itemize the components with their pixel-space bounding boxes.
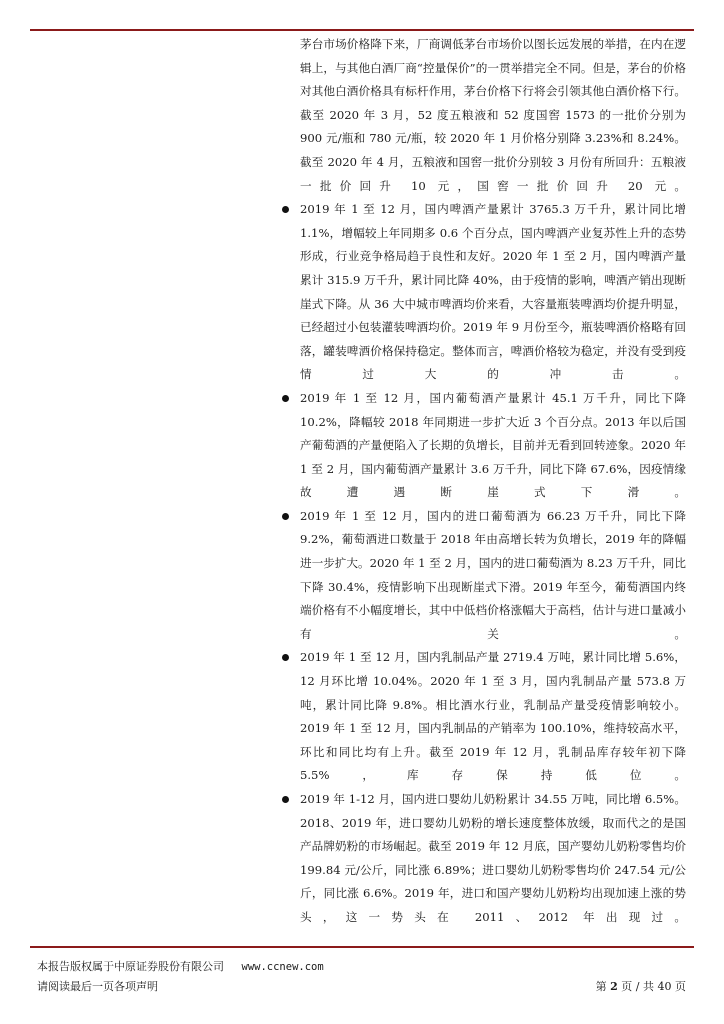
- bullet-item-beer: [300, 198, 686, 387]
- footer-disclaimer: 请阅读最后一页各项声明: [37, 980, 158, 993]
- bullet-item-wine-production: [300, 387, 686, 505]
- bullet-item-infant-formula: [300, 788, 686, 930]
- bullet-icon: [282, 796, 289, 803]
- page-total: 40: [657, 980, 672, 993]
- bullet-icon: [282, 654, 289, 661]
- footer: [37, 957, 324, 997]
- bullet-item-wine-import: [300, 505, 686, 647]
- bullet-icon: [282, 513, 289, 520]
- report-body: [300, 33, 686, 930]
- bullet-icon: [282, 206, 289, 213]
- intro-paragraph: 茅台市场价格降下来，厂商调低茅台市场价以图长远发展的举措，在内在逻辑上，与其他白酒厂商“控量保价”的一贯举措完全不同。但是，茅台的价格对其他白酒价格具有标杆作用，茅台价格下行将会引领其他白酒价格下行。截至 2020 年 3 月，52 度五粮液和 52 度国窖 1573 的一批价分别为 900 元/瓶和 780 元/瓶，较 2020 年 1 月价格分别降 3.23%和 8.24%。截至 2020 年 4 月，五粮液和国窖一批价分别较 3 月份有所回升：五粮液一批价回升 10 元，国窖一批价回升 20 元。: [300, 37, 686, 193]
- bullet-text: 2019 年 1-12 月，国内进口婴幼儿奶粉累计 34.55 万吨，同比增 6.5%。2018、2019 年，进口婴幼儿奶粉的增长速度整体放缓，取而代之的是国产品牌奶粉的市场崛起。截至 2019 年 12 月底，国产婴幼儿奶粉零售均价 199.84 元/公斤，同比涨 6.89%；进口婴幼儿奶粉零售均价 247.54 元/公斤，同比涨 6.6%。2019 年，进口和国产婴幼儿奶粉均出现加速上涨的势头，这一势头在 2011、2012 年出现过。: [300, 792, 686, 924]
- page-label-prefix: 第: [595, 980, 607, 993]
- bullet-text: 2019 年 1 至 12 月，国内的进口葡萄酒为 66.23 万千升，同比下降 9.2%，葡萄酒进口数量于 2018 年由高增长转为负增长，2019 年的降幅进一步扩大。2020 年 1 至 2 月，国内的进口葡萄酒为 8.23 万千升，同比下降 30.4%，疫情影响下出现断崖式下滑。2019 年至今，葡萄酒国内终端价格有不小幅度增长，其中中低档价格涨幅大于高档，估计与进口量减小有关。: [300, 508, 686, 641]
- footer-copyright: 本报告版权属于中原证券股份有限公司: [37, 960, 224, 973]
- page-label-suffix: 页: [675, 980, 686, 993]
- header-rule: [30, 29, 694, 31]
- bullet-text: 2019 年 1 至 12 月，国内啤酒产量累计 3765.3 万千升，累计同比增 1.1%，增幅较上年同期多 0.6 个百分点，国内啤酒产业复苏性上升的态势形成，行业竞争格局趋于良性和友好。2020 年 1 至 2 月，国内啤酒产量累计 315.9 万千升，累计同比降 40%，由于疫情的影响，啤酒产销出现断崖式下降。从 36 大中城市啤酒均价来看，大容量瓶装啤酒均价提升明显，已经超过小包装灌装啤酒均价。2019 年 9 月份至今，瓶装啤酒价格略有回落，罐装啤酒价格保持稳定。整体而言，啤酒价格较为稳定，并没有受到疫情过大的冲击。: [300, 202, 686, 382]
- bullet-text: 2019 年 1 至 12 月，国内葡萄酒产量累计 45.1 万千升，同比下降 10.2%，降幅较 2018 年同期进一步扩大近 3 个百分点。2013 年以后国产葡萄酒的产量便陷入了长期的负增长，目前并无看到回转迹象。2020 年 1 至 2 月，国内葡萄酒产量累计 3.6 万千升，同比下降 67.6%，因疫情缘故遭遇断崖式下滑。: [300, 390, 686, 500]
- footer-rule: [30, 946, 694, 948]
- page-label-mid: 页 / 共: [621, 980, 654, 993]
- bullet-text: 2019 年 1 至 12 月，国内乳制品产量 2719.4 万吨，累计同比增 5.6%，12 月环比增 10.04%。2020 年 1 至 3 月，国内乳制品产量 573.8 万吨，累计同比降 9.8%。相比酒水行业，乳制品产量受疫情影响较小。2019 年 1 至 12 月，国内乳制品的产销率为 100.10%，维持较高水平，环比和同比均有上升。截至 2019 年 12 月，乳制品库存较年初下降 5.5%，库存保持低位。: [300, 650, 686, 783]
- page-indicator: [596, 977, 686, 997]
- bullet-icon: [282, 395, 289, 402]
- footer-website-link[interactable]: www.ccnew.com: [241, 961, 324, 973]
- bullet-item-dairy: [300, 646, 686, 788]
- page-number: 2: [610, 980, 618, 993]
